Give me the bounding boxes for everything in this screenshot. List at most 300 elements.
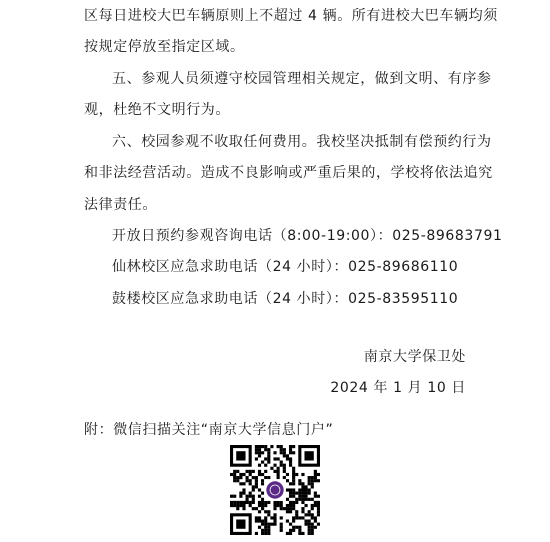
qr-module [258,519,261,522]
qr-module [286,479,289,482]
qr-module [280,448,283,451]
qr-module [298,479,301,482]
qr-module [252,507,255,510]
qr-module [301,510,304,513]
qr-module [267,476,270,479]
qr-module [308,526,311,529]
qr-module [298,529,301,532]
qr-module [292,476,295,479]
qr-module [292,479,295,482]
qr-module [311,485,314,488]
qr-module [270,445,273,448]
qr-module [249,504,252,507]
qr-module [289,482,292,485]
qr-module [236,504,239,507]
qr-module [292,507,295,510]
qr-module [255,476,258,479]
qr-module [264,501,267,504]
qr-module [233,473,236,476]
qr-module [273,451,276,454]
contact-line-3: 鼓楼校区应急求助电话（24 小时）：025-83595110 [112,291,459,307]
qr-module [280,529,283,532]
qr-module [292,488,295,491]
qr-module [267,501,270,504]
qr-module [292,492,295,495]
qr-module [292,473,295,476]
signature-org: 南京大学保卫处 [363,349,466,365]
qr-module [301,495,304,498]
qr-module [301,492,304,495]
contact-line-2: 仙林校区应急求助电话（24 小时）：025-89686110 [112,259,459,275]
qr-module [267,529,270,532]
qr-module [273,523,276,526]
qr-module [289,457,292,460]
qr-module [277,445,280,448]
qr-module [252,501,255,504]
qr-module [255,516,258,519]
qr-module [286,532,289,535]
qr-module [292,519,295,522]
qr-module [264,510,267,513]
qr-module [264,529,267,532]
qr-module [249,492,252,495]
qr-module [261,532,264,535]
qr-module [249,482,252,485]
qr-module [308,488,311,491]
qr-module [280,523,283,526]
qr-module [267,448,270,451]
qr-module [261,492,264,495]
qr-module [273,501,276,504]
qr-code-graphic [230,445,320,535]
qr-module [304,488,307,491]
qr-module [267,461,270,464]
qr-module [286,504,289,507]
qr-module [273,470,276,473]
qr-module [239,473,242,476]
qr-module [261,445,264,448]
qr-module [255,457,258,460]
qr-module [261,519,264,522]
qr-module [286,488,289,491]
qr-module [289,529,292,532]
qr-module [298,482,301,485]
qr-module [311,516,314,519]
item-6-line-1: 六、校园参观不收取任何费用。我校坚决抵制有偿预约行为 [112,134,492,150]
attachment-note: 附：微信扫描关注“南京大学信息门户” [84,422,334,438]
qr-module [295,501,298,504]
qr-module [239,492,242,495]
qr-module [239,476,242,479]
qr-module [283,451,286,454]
qr-module [277,501,280,504]
qr-module [308,476,311,479]
qr-module [242,504,245,507]
qr-module [264,457,267,460]
qr-module [236,479,239,482]
qr-module [246,470,249,473]
qr-module [255,445,258,448]
qr-module [267,523,270,526]
qr-module [252,476,255,479]
qr-module [286,519,289,522]
qr-module [295,510,298,513]
item-5-line-2: 观，杜绝不文明行为。 [84,102,230,118]
qr-module [304,504,307,507]
qr-module [249,495,252,498]
qr-module [261,498,264,501]
qr-module [249,470,252,473]
qr-module [289,488,292,491]
qr-module [292,501,295,504]
qr-finder-core [236,519,245,528]
qr-module [233,504,236,507]
qr-module [314,495,317,498]
signature-date: 2024 年 1 月 10 日 [330,380,466,396]
qr-module [286,510,289,513]
qr-module [258,448,261,451]
qr-module [258,488,261,491]
qr-module [273,516,276,519]
qr-module [314,501,317,504]
qr-module [273,513,276,516]
qr-module [261,451,264,454]
qr-module [249,501,252,504]
qr-module [304,485,307,488]
qr-module [264,526,267,529]
qr-module [261,501,264,504]
qr-module [314,492,317,495]
qr-module [258,526,261,529]
qr-module [280,526,283,529]
qr-module [255,485,258,488]
qr-module [252,498,255,501]
qr-module [267,457,270,460]
qr-module [314,473,317,476]
qr-module [239,504,242,507]
qr-module [239,501,242,504]
qr-module [236,507,239,510]
qr-module [301,501,304,504]
qr-module [292,482,295,485]
qr-module [273,519,276,522]
qr-module [317,523,320,526]
qr-module [311,504,314,507]
qr-module [317,510,320,513]
qr-module [270,467,273,470]
qr-module [298,526,301,529]
qr-module [258,516,261,519]
qr-module [264,470,267,473]
qr-module [255,479,258,482]
qr-module [261,461,264,464]
qr-module [295,526,298,529]
qr-module [317,513,320,516]
qr-module [308,513,311,516]
qr-module [255,519,258,522]
qr-module [314,516,317,519]
qr-module [236,476,239,479]
qr-module [261,482,264,485]
qr-module [292,516,295,519]
qr-module [295,473,298,476]
qr-module [242,488,245,491]
qr-module [308,498,311,501]
qr-module [255,448,258,451]
qr-finder-core [304,451,313,460]
qr-module [233,476,236,479]
qr-module [255,507,258,510]
qr-module [311,532,314,535]
qr-module [295,492,298,495]
qr-module [289,507,292,510]
qr-module [304,495,307,498]
qr-module [283,476,286,479]
qr-module [317,501,320,504]
qr-module [311,479,314,482]
qr-module [258,504,261,507]
qr-module [317,473,320,476]
qr-module [289,504,292,507]
qr-module [258,510,261,513]
item-5-line-1: 五、参观人员须遵守校园管理相关规定，做到文明、有序参 [112,71,492,87]
qr-module [280,464,283,467]
qr-module [252,485,255,488]
paragraph-continued-line-2: 按规定停放至指定区域。 [84,39,245,55]
qr-module [317,507,320,510]
qr-module [283,470,286,473]
qr-module [258,473,261,476]
qr-module [311,526,314,529]
qr-module [280,445,283,448]
qr-module [273,507,276,510]
qr-module [298,495,301,498]
contact-line-1: 开放日预约参观咨询电话（8:00-19:00）：025-89683791 [112,228,503,244]
qr-module [261,523,264,526]
qr-module [289,445,292,448]
qr-module [270,516,273,519]
qr-module [233,495,236,498]
qr-module [311,507,314,510]
qr-module [286,473,289,476]
qr-module [233,470,236,473]
qr-module [230,501,233,504]
qr-module [295,498,298,501]
qr-module [301,516,304,519]
qr-module [286,457,289,460]
qr-module [267,532,270,535]
qr-module [295,513,298,516]
qr-module [258,470,261,473]
qr-module [298,516,301,519]
qr-module [280,504,283,507]
qr-module [311,498,314,501]
qr-module [273,457,276,460]
qr-module [289,461,292,464]
qr-module [301,507,304,510]
qr-module [283,467,286,470]
qr-module [261,473,264,476]
qr-module [270,523,273,526]
qr-module [317,479,320,482]
qr-module [261,529,264,532]
qr-module [308,479,311,482]
qr-module [267,513,270,516]
qr-module [292,470,295,473]
qr-module [308,492,311,495]
qr-module [277,473,280,476]
qr-module [239,495,242,498]
qr-module [308,482,311,485]
qr-module [292,529,295,532]
qr-module [286,454,289,457]
item-6-line-2: 和非法经营活动。造成不良影响或严重后果的，学校将依法追究 [84,165,493,181]
qr-module [255,451,258,454]
qr-module [304,513,307,516]
qr-module [292,451,295,454]
qr-module [230,473,233,476]
qr-module [277,470,280,473]
qr-module [239,482,242,485]
qr-module [308,532,311,535]
qr-module [295,516,298,519]
qr-module [298,532,301,535]
qr-module [301,482,304,485]
qr-module [267,526,270,529]
qr-module [242,501,245,504]
qr-module [280,501,283,504]
qr-module [317,504,320,507]
qr-module [242,482,245,485]
qr-module [292,504,295,507]
qr-module [304,519,307,522]
qr-module [304,523,307,526]
qr-module [261,504,264,507]
qr-module [277,457,280,460]
qr-module [311,482,314,485]
qr-module [258,464,261,467]
qr-module [292,467,295,470]
qr-module [258,501,261,504]
qr-code-icon [230,445,320,535]
qr-module [289,464,292,467]
qr-module [280,461,283,464]
qr-module [255,532,258,535]
qr-module [261,479,264,482]
qr-module [267,451,270,454]
qr-module [301,473,304,476]
qr-module [314,504,317,507]
qr-module [308,510,311,513]
qr-module [236,470,239,473]
qr-module [298,492,301,495]
qr-module [314,526,317,529]
qr-module [264,519,267,522]
qr-module [311,523,314,526]
qr-module [242,507,245,510]
qr-finder-core [236,451,245,460]
qr-module [252,495,255,498]
qr-module [301,532,304,535]
qr-module [246,479,249,482]
qr-module [311,529,314,532]
qr-module [286,498,289,501]
item-6-line-3: 法律责任。 [84,197,157,213]
qr-module [242,473,245,476]
qr-module [246,476,249,479]
qr-module [258,454,261,457]
qr-module [273,504,276,507]
qr-module [314,519,317,522]
qr-module [311,476,314,479]
qr-module [246,501,249,504]
qr-module [298,488,301,491]
qr-module [252,488,255,491]
qr-module [252,470,255,473]
qr-module [255,482,258,485]
qr-module [308,523,311,526]
qr-module [261,507,264,510]
qr-module [283,464,286,467]
qr-module [283,454,286,457]
qr-module [304,492,307,495]
qr-module [311,513,314,516]
qr-module [258,451,261,454]
qr-module [301,485,304,488]
qr-module [277,504,280,507]
qr-module [289,523,292,526]
qr-module [264,476,267,479]
qr-module [280,451,283,454]
qr-module [264,445,267,448]
qr-module [289,510,292,513]
qr-module [289,495,292,498]
qr-module [283,448,286,451]
qr-module [289,451,292,454]
qr-module [289,501,292,504]
qr-module [264,504,267,507]
qr-module [280,507,283,510]
qr-module [304,498,307,501]
paragraph-continued-line-1: 区每日进校大巴车辆原则上不超过 4 辆。所有进校大巴车辆均须 [84,8,498,24]
qr-module [280,516,283,519]
qr-module [249,479,252,482]
qr-module [314,476,317,479]
qr-module [277,467,280,470]
qr-module [308,519,311,522]
qr-module [267,510,270,513]
qr-module [289,532,292,535]
qr-module [236,501,239,504]
qr-module [273,464,276,467]
qr-module [277,476,280,479]
qr-module [264,532,267,535]
qr-module [249,473,252,476]
qr-module [314,479,317,482]
qr-module [289,492,292,495]
qr-module [233,479,236,482]
qr-module [283,507,286,510]
qr-module [286,507,289,510]
qr-module [292,495,295,498]
qr-module [292,526,295,529]
qr-module [264,464,267,467]
qr-module [267,454,270,457]
qr-module [317,495,320,498]
qr-logo-emblem [266,481,283,498]
qr-module [314,470,317,473]
qr-module [242,492,245,495]
